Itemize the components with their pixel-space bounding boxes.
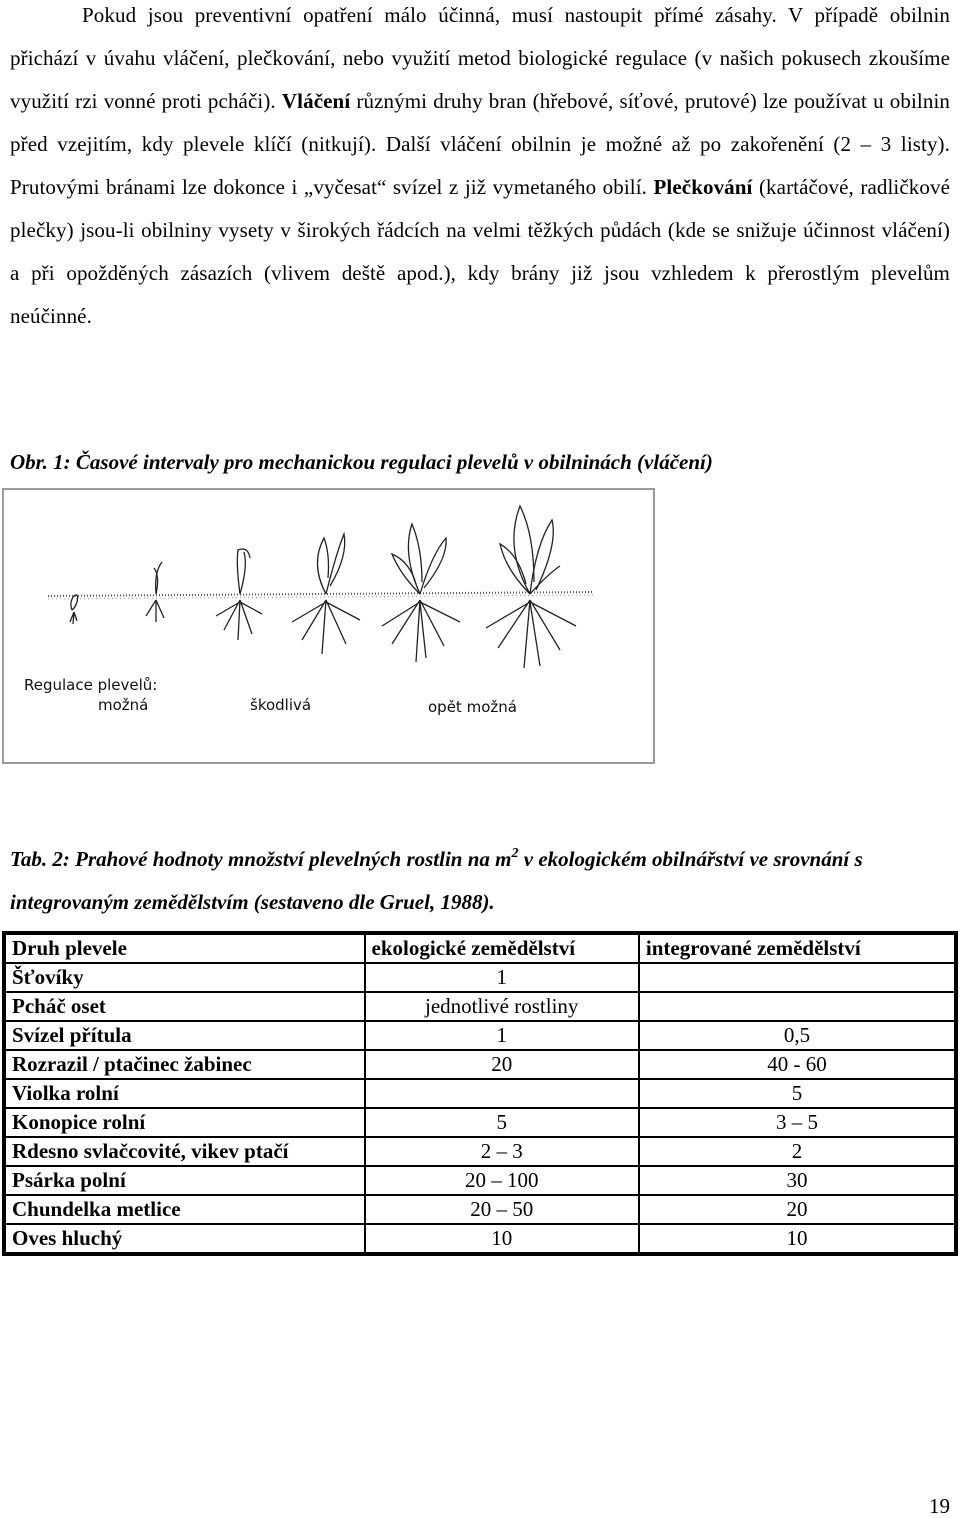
figure-label-harmful: škodlivá: [250, 696, 312, 714]
weed-name-cell: Oves hluchý: [4, 1224, 365, 1254]
organic-value-cell: 5: [365, 1108, 639, 1137]
organic-value-cell: 1: [365, 1021, 639, 1050]
integrated-value-cell: 40 - 60: [639, 1050, 956, 1079]
organic-value-cell: jednotlivé rostliny: [365, 992, 639, 1021]
table-body: [4, 963, 956, 1254]
plant-stage-6: [486, 506, 576, 668]
figure-label-possible: možná: [98, 696, 149, 714]
weed-name-cell: Violka rolní: [4, 1079, 365, 1108]
organic-value-cell: 20 – 100: [365, 1166, 639, 1195]
body-paragraph: [10, 0, 950, 338]
table-row: [4, 1137, 956, 1166]
integrated-value-cell: 20: [639, 1195, 956, 1224]
table-row: [4, 1021, 956, 1050]
integrated-value-cell: 30: [639, 1166, 956, 1195]
table-row: [4, 992, 956, 1021]
table-caption-text: Tab. 2: Prahové hodnoty množství plevelných rostlin na m: [10, 847, 512, 871]
plant-stage-2: [146, 562, 164, 622]
integrated-value-cell: 2: [639, 1137, 956, 1166]
table-row: [4, 1108, 956, 1137]
table-row: [4, 1166, 956, 1195]
weed-threshold-table: [2, 931, 958, 1256]
organic-value-cell: 10: [365, 1224, 639, 1254]
organic-value-cell: 20 – 50: [365, 1195, 639, 1224]
page-number: 19: [929, 1494, 950, 1518]
table-row: [4, 1195, 956, 1224]
table-row: [4, 1079, 956, 1108]
integrated-value-cell: [639, 963, 956, 992]
paragraph-text-1: Pokud jsou preventivní opatření málo účinná, musí nastoupit přímé zásahy. V případě obilnin přichází v úvahu vláčení, plečkování, nebo využití metod biologické regulace (v našich pokusech zkoušíme využití rzi vonné proti pcháči).: [10, 3, 950, 113]
term-pleckovani: Plečkování: [653, 175, 753, 199]
weed-name-cell: Svízel přítula: [4, 1021, 365, 1050]
weed-name-cell: Rdesno svlačcovité, vikev ptačí: [4, 1137, 365, 1166]
figure-caption: Obr. 1: Časové intervaly pro mechanickou regulaci plevelů v obilninách (vláčení): [10, 450, 713, 474]
table-row: [4, 963, 956, 992]
weed-name-cell: Pcháč oset: [4, 992, 365, 1021]
figure-label-again-possible: opět možná: [428, 698, 517, 716]
integrated-value-cell: 10: [639, 1224, 956, 1254]
integrated-value-cell: 5: [639, 1079, 956, 1108]
weed-name-cell: Chundelka metlice: [4, 1195, 365, 1224]
table-caption: [10, 838, 950, 924]
table-row: [4, 1224, 956, 1254]
plant-growth-illustration: [4, 490, 653, 762]
organic-value-cell: [365, 1079, 639, 1108]
figure-label-title: Regulace plevelů:: [24, 676, 158, 694]
paragraph-text-2: různými druhy bran (hřebové, síťové, prutové) lze používat u obilnin před vzejitím, kdy plevele klíčí (nitkují). Další vláčení obilnin je možné až po zakořenění (2 – 3 listy). Prutovými bránami lze dokonce i „vyčesat“ svízel z již vymetaného obilí.: [10, 89, 950, 199]
header-organic-farming: ekologické zemědělství: [365, 933, 639, 963]
weed-name-cell: Konopice rolní: [4, 1108, 365, 1137]
plant-stage-4: [292, 534, 360, 654]
table-caption-text-rest: v ekologickém obilnářství ve srovnání s integrovaným zemědělstvím (sestaveno dle Gruel, 1988).: [10, 847, 863, 914]
header-weed-species: Druh plevele: [4, 933, 365, 963]
paragraph-text-3: (kartáčové, radličkové plečky) jsou-li obilniny vysety v širokých řádcích na velmi těžkých půdách (kde se snižuje účinnost vláčení) a při opožděných zásazích (vlivem deště apod.), kdy brány již jsou vzhledem k přerostlým plevelům neúčinné.: [10, 175, 950, 328]
table-row: [4, 1050, 956, 1079]
weed-name-cell: Šťovíky: [4, 963, 365, 992]
header-integrated-farming: integrované zemědělství: [639, 933, 956, 963]
table-header-row: [4, 933, 956, 963]
integrated-value-cell: 3 – 5: [639, 1108, 956, 1137]
integrated-value-cell: [639, 992, 956, 1021]
table-caption-superscript: 2: [511, 846, 519, 861]
organic-value-cell: 20: [365, 1050, 639, 1079]
integrated-value-cell: 0,5: [639, 1021, 956, 1050]
weed-name-cell: Psárka polní: [4, 1166, 365, 1195]
organic-value-cell: 1: [365, 963, 639, 992]
organic-value-cell: 2 – 3: [365, 1137, 639, 1166]
term-vlaceni: Vláčení: [281, 89, 351, 113]
harrowing-figure: [2, 488, 655, 764]
weed-name-cell: Rozrazil / ptačinec žabinec: [4, 1050, 365, 1079]
